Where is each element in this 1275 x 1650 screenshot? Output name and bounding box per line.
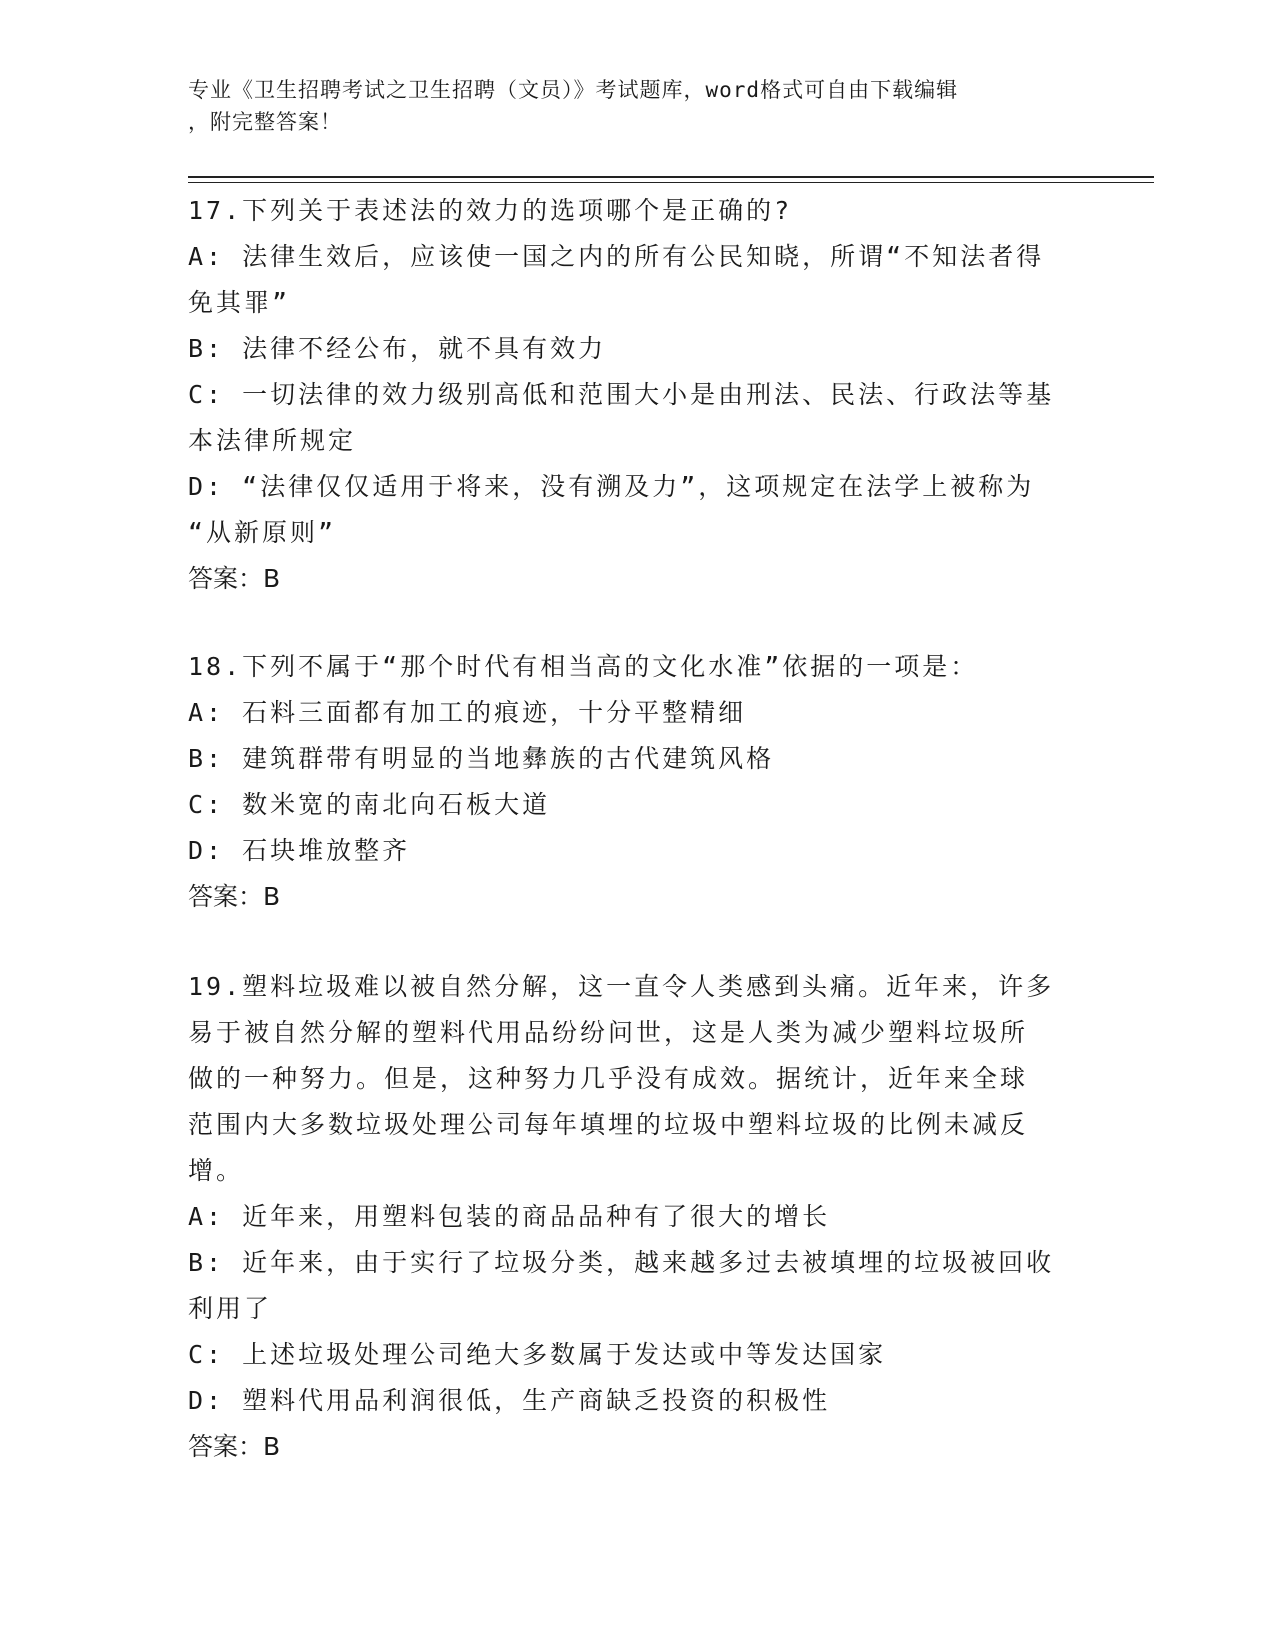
option-b: B: 建筑群带有明显的当地彝族的古代建筑风格 xyxy=(188,744,775,773)
question-18 xyxy=(188,644,1088,920)
question-stem-continued: 易于被自然分解的塑料代用品纷纷问世，这是人类为减少塑料垃圾所 xyxy=(188,1018,1029,1047)
header-divider-thin xyxy=(188,182,1154,183)
question-stem: 17.下列关于表述法的效力的选项哪个是正确的? xyxy=(188,196,793,225)
option-c: C: 上述垃圾处理公司绝大多数属于发达或中等发达国家 xyxy=(188,1340,887,1369)
question-stem-continued: 范围内大多数垃圾处理公司每年填埋的垃圾中塑料垃圾的比例未减反 xyxy=(188,1110,1029,1139)
question-17 xyxy=(188,188,1088,602)
option-c: C: 一切法律的效力级别高低和范围大小是由刑法、民法、行政法等基 xyxy=(188,380,1055,409)
option-d: D: 塑料代用品利润很低，生产商缺乏投资的积极性 xyxy=(188,1386,831,1415)
question-stem-continued: 做的一种努力。但是，这种努力几乎没有成效。据统计，近年来全球 xyxy=(188,1064,1029,1093)
answer-label: 答案：B xyxy=(188,1432,281,1461)
question-stem: 18.下列不属于“那个时代有相当高的文化水准”依据的一项是： xyxy=(188,652,979,681)
question-19 xyxy=(188,964,1088,1470)
option-b-continued: 利用了 xyxy=(188,1294,273,1323)
question-stem: 19.塑料垃圾难以被自然分解，这一直令人类感到头痛。近年来，许多 xyxy=(188,972,1055,1001)
option-a: A: 近年来，用塑料包装的商品品种有了很大的增长 xyxy=(188,1202,831,1231)
header-line-2: ，附完整答案！ xyxy=(188,110,342,134)
question-stem-continued: 增。 xyxy=(188,1156,245,1185)
option-d: D: 石块堆放整齐 xyxy=(188,836,411,865)
option-b: B: 法律不经公布，就不具有效力 xyxy=(188,334,607,363)
option-a: A: 法律生效后，应该使一国之内的所有公民知晓，所谓“不知法者得 xyxy=(188,242,1045,271)
option-d: D: “法律仅仅适用于将来，没有溯及力”，这项规定在法学上被称为 xyxy=(188,472,1035,501)
document-header xyxy=(188,74,1068,138)
answer-label: 答案：B xyxy=(188,564,281,593)
header-divider-thick xyxy=(188,176,1154,178)
option-d-continued: “从新原则” xyxy=(188,518,337,547)
header-line-1: 专业《卫生招聘考试之卫生招聘（文员）》考试题库，word格式可自由下载编辑 xyxy=(188,78,959,102)
option-a: A: 石料三面都有加工的痕迹，十分平整精细 xyxy=(188,698,747,727)
option-a-continued: 免其罪” xyxy=(188,288,291,317)
answer-label: 答案：B xyxy=(188,882,281,911)
option-c-continued: 本法律所规定 xyxy=(188,426,357,455)
option-c: C: 数米宽的南北向石板大道 xyxy=(188,790,551,819)
option-b: B: 近年来，由于实行了垃圾分类，越来越多过去被填埋的垃圾被回收 xyxy=(188,1248,1055,1277)
